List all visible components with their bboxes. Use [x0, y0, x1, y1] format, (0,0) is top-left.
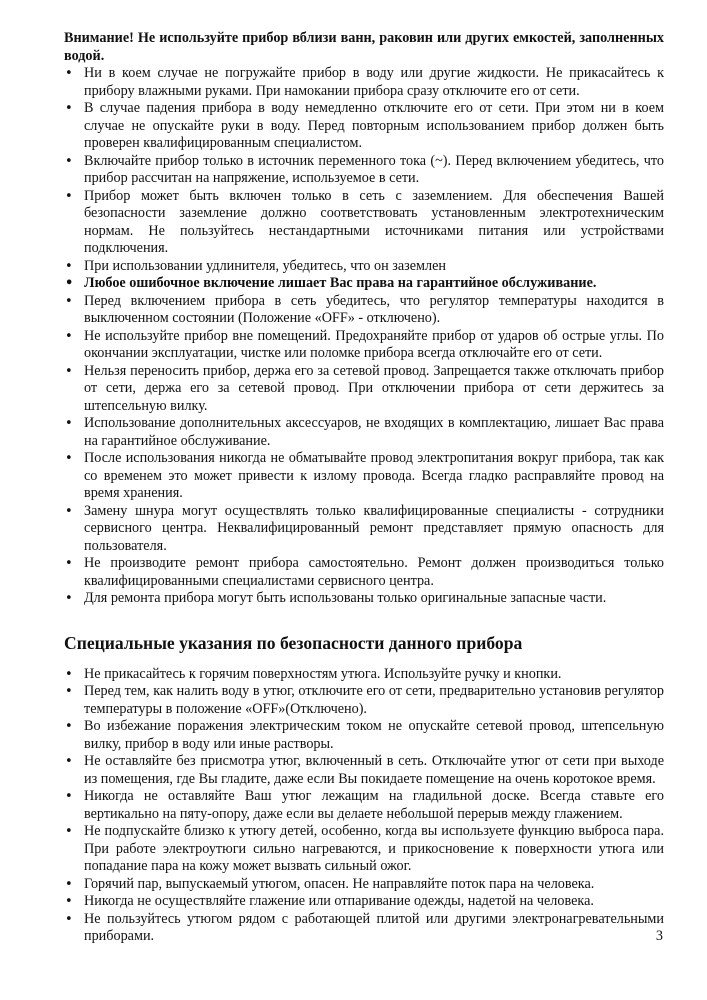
general-safety-list	[64, 65, 664, 608]
list-item: • Замену шнура могут осуществлять только квалифицированные специалисты - сотрудники сервисного центра. Неквалифицированный ремонт представляет прямую опасность для пользователя.	[64, 503, 664, 556]
list-item: • Не прикасайтесь к горячим поверхностям утюга. Используйте ручку и кнопки.	[64, 666, 664, 684]
list-item: • Не оставляйте без присмотра утюг, включенный в сеть. Отключайте утюг от сети при выходе из помещения, где Вы гладите, даже если Вы покидаете помещение на очень коротокое время.	[64, 753, 664, 788]
list-item: • Использование дополнительных аксессуаров, не входящих в комплектацию, лишает Вас права на гарантийное обслуживание.	[64, 415, 664, 450]
list-item: • Не производите ремонт прибора самостоятельно. Ремонт должен производиться только квалифицированными специалистами сервисного центра.	[64, 555, 664, 590]
document-page	[64, 30, 664, 946]
list-item: • Во избежание поражения электрическим током не опускайте сетевой провод, штепсельную вилку, прибор в воду или иные растворы.	[64, 718, 664, 753]
list-item: • После использования никогда не обматывайте провод электропитания вокруг прибора, так как со временем это может привести к излому провода. Всегда гладко расправляйте провод на время хранения.	[64, 450, 664, 503]
warning-text: Внимание! Не используйте прибор вблизи ванн, раковин или других емкостей, заполненных водой.	[64, 30, 664, 64]
special-safety-list	[64, 666, 664, 946]
list-item: • Для ремонта прибора могут быть использованы только оригинальные запасные части.	[64, 590, 664, 608]
list-item: • В случае падения прибора в воду немедленно отключите его от сети. При этом ни в коем случае не опускайте руки в воду. Перед повторным использованием прибор должен быть проверен квалифицированным специалистом.	[64, 100, 664, 153]
list-item: • Включайте прибор только в источник переменного тока (~). Перед включением убедитесь, что прибор рассчитан на напряжение, используемое в сети.	[64, 153, 664, 188]
list-item: • Не пользуйтесь утюгом рядом с работающей плитой или другими электронагревательными приборами.	[64, 911, 664, 946]
list-item: • Перед тем, как налить воду в утюг, отключите его от сети, предварительно установив регулятор температуры в положение «OFF»(Отключено).	[64, 683, 664, 718]
list-item: • Не подпускайте близко к утюгу детей, особенно, когда вы используете функцию выброса пара. При работе электроутюги сильно нагреваются, и прикосновение к поверхности утюга или попадание пара на кожу может вызвать сильный ожог.	[64, 823, 664, 876]
list-item: • Не используйте прибор вне помещений. Предохраняйте прибор от ударов об острые углы. По окончании эксплуатации, чистке или поломке прибора всегда отключайте его от сети.	[64, 328, 664, 363]
list-item-warranty-notice: • Любое ошибочное включение лишает Вас права на гарантийное обслуживание.	[64, 275, 664, 293]
list-item: • Ни в коем случае не погружайте прибор в воду или другие жидкости. Не прикасайтесь к прибору влажными руками. При намокании прибора сразу отключите его от сети.	[64, 65, 664, 100]
list-item: • При использовании удлинителя, убедитесь, что он заземлен	[64, 258, 664, 276]
list-item: • Перед включением прибора в сеть убедитесь, что регулятор температуры находится в выключенном состоянии (Положение «OFF» - отключено).	[64, 293, 664, 328]
page-number: 3	[655, 928, 663, 944]
list-item: • Никогда не осуществляйте глажение или отпаривание одежды, надетой на человека.	[64, 893, 664, 911]
list-item: • Никогда не оставляйте Ваш утюг лежащим на гладильной доске. Всегда ставьте его вертикально на пяту-опору, даже если вы делаете небольшой перерыв между глажением.	[64, 788, 664, 823]
list-item: • Горячий пар, выпускаемый утюгом, опасен. Не направляйте поток пара на человека.	[64, 876, 664, 894]
section-title: Специальные указания по безопасности данного прибора	[64, 632, 523, 653]
list-item: • Нельзя переносить прибор, держа его за сетевой провод. Запрещается также отключать прибор от сети, держа его за сетевой провод. При отключении прибора от сети держитесь за штепсельную вилку.	[64, 363, 664, 416]
list-item: • Прибор может быть включен только в сеть с заземлением. Для обеспечения Вашей безопасности заземление должно соответствовать установленным электротехническим нормам. Не пользуйтесь нестандартными источниками питания или устройствами подключения.	[64, 188, 664, 258]
